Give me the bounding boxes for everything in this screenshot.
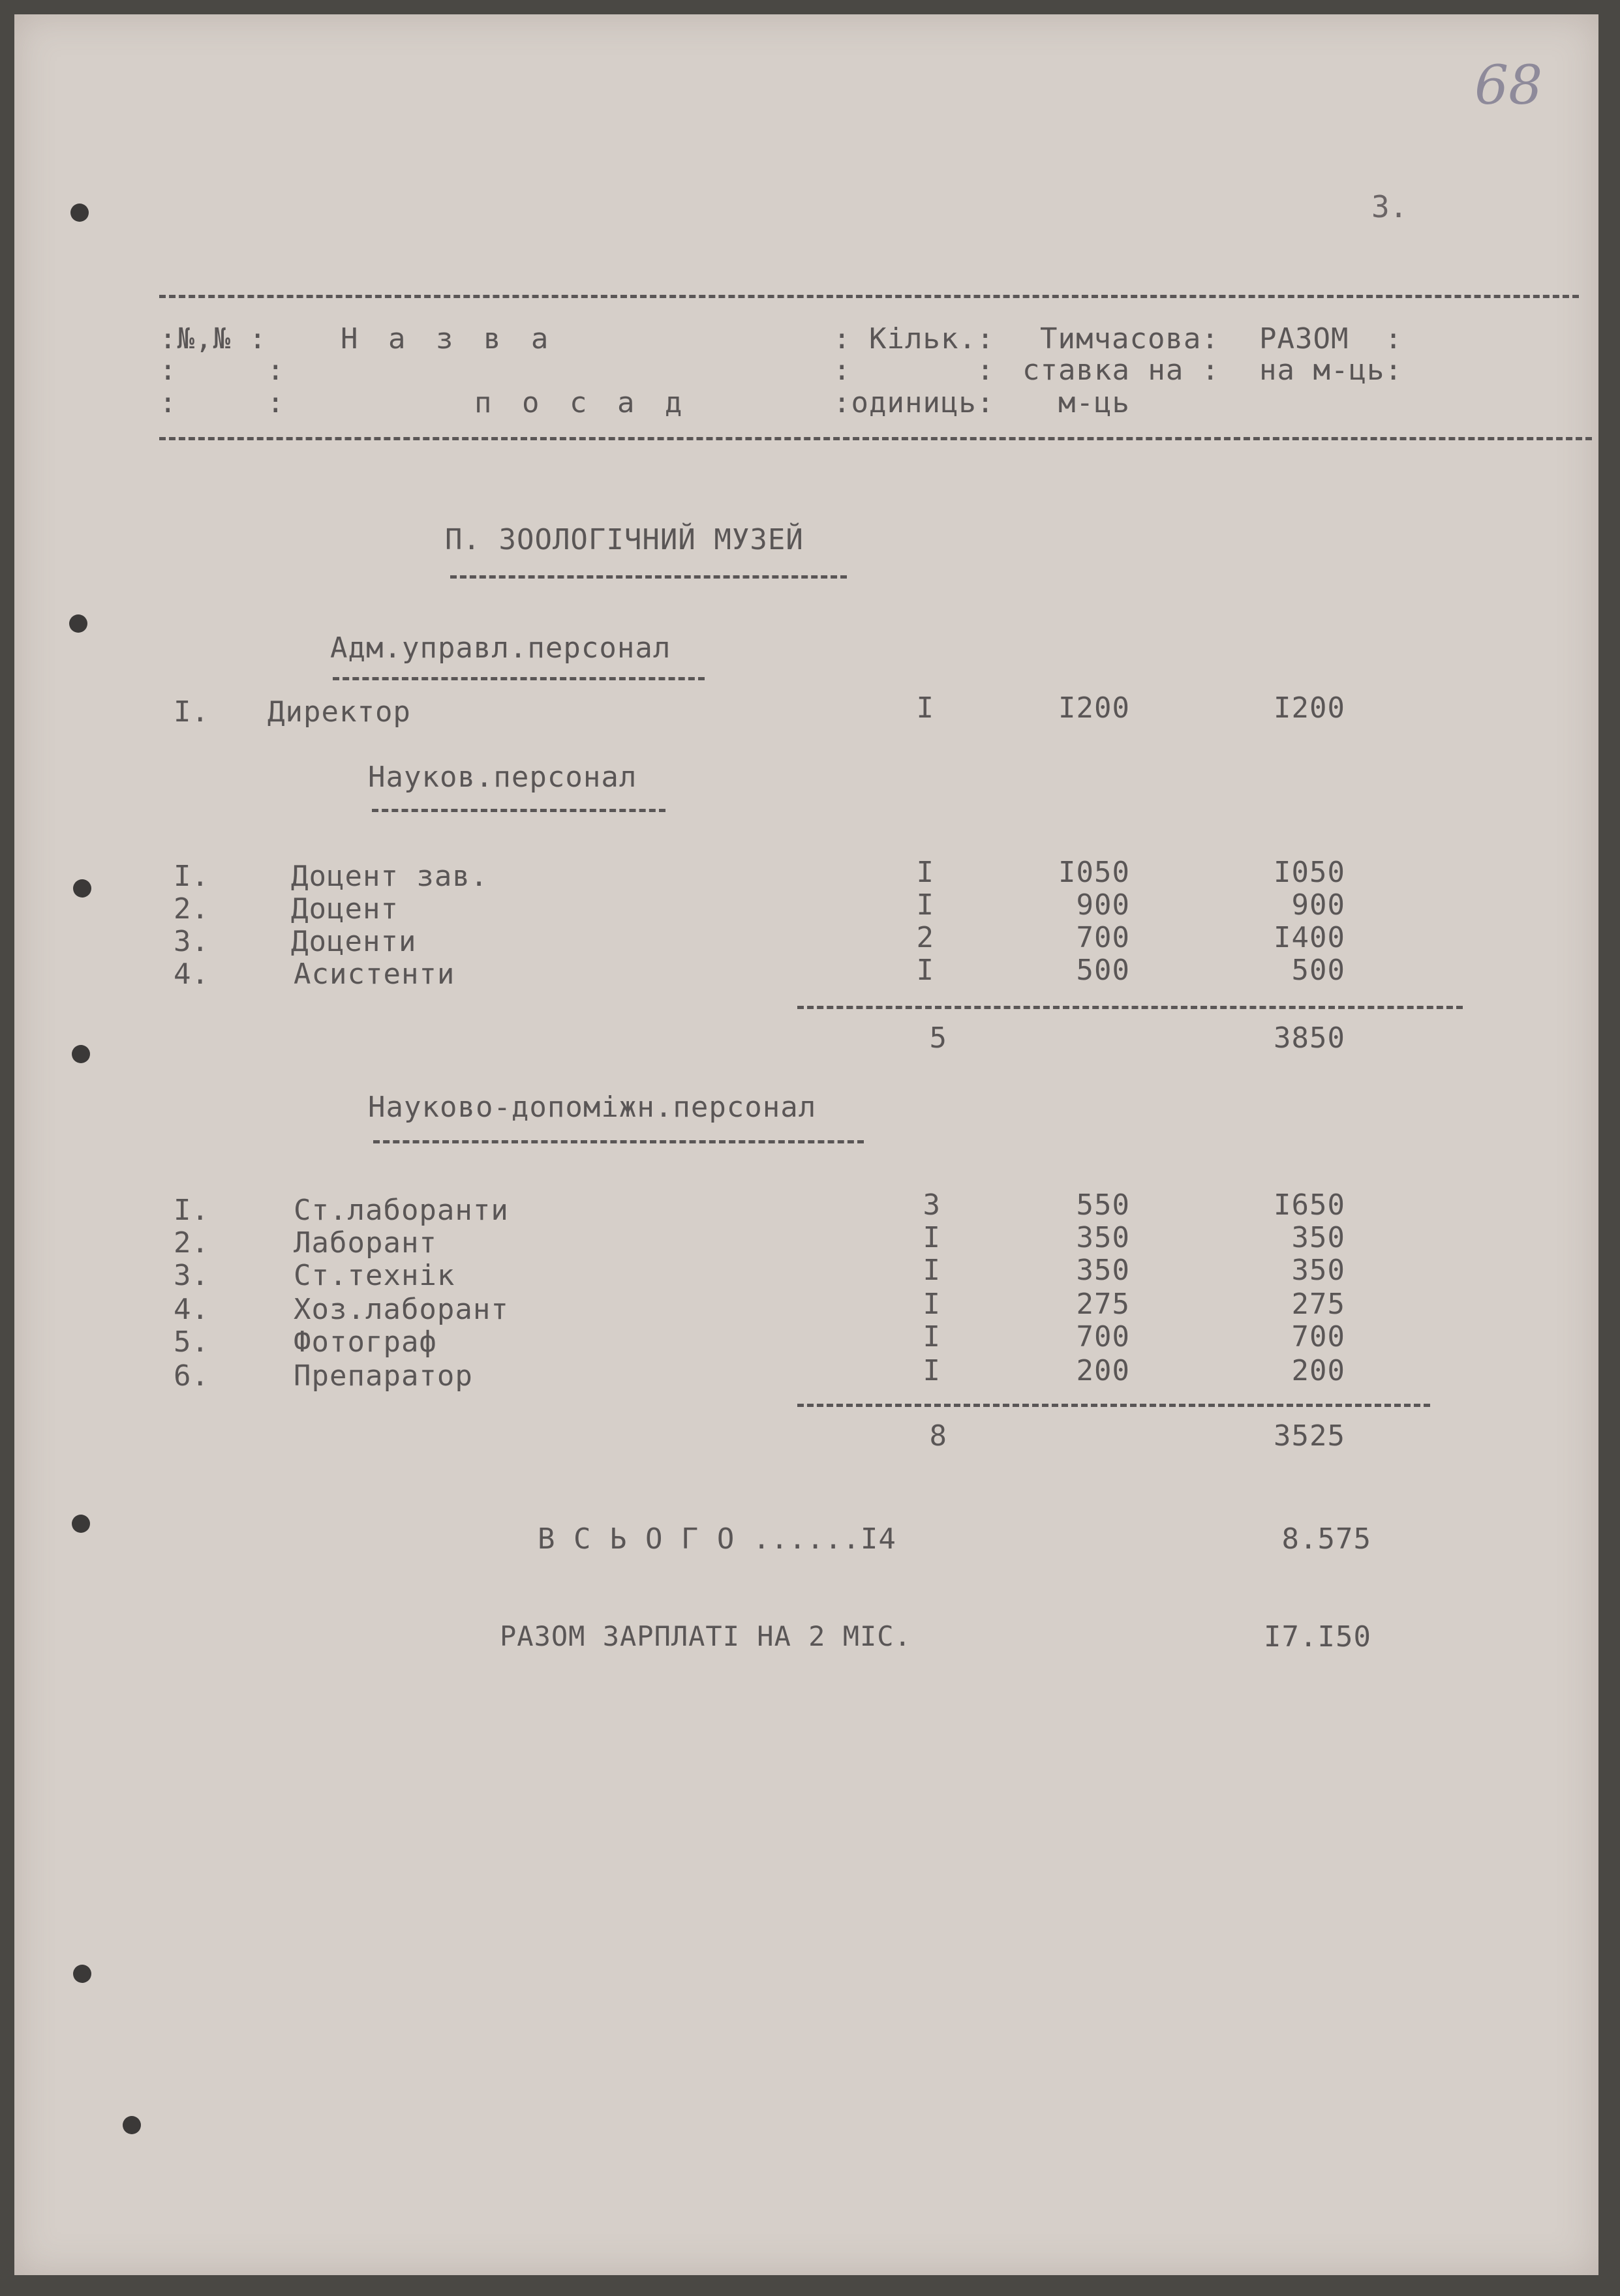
position-name: Фотограф: [294, 1325, 437, 1359]
unit-count: І: [923, 1320, 941, 1353]
position-name: Асистенти: [294, 958, 455, 991]
subtotal-count: 8: [929, 1419, 947, 1453]
document-sheet: [14, 14, 1598, 2275]
header-col-rate: м-ць: [1058, 386, 1130, 419]
handwritten-page-number: 68: [1475, 55, 1543, 117]
row-number: І.: [174, 860, 209, 893]
monthly-rate: 275: [1076, 1288, 1130, 1321]
punch-hole: [70, 204, 89, 222]
grand-total-value: 8.575: [1281, 1522, 1371, 1556]
position-name: Доценти: [291, 925, 417, 958]
row-number: 4.: [174, 958, 209, 991]
position-name: Доцент: [291, 892, 399, 926]
monthly-rate: 700: [1076, 1320, 1130, 1353]
monthly-rate: 700: [1076, 921, 1130, 954]
subtotal-rule: [797, 1006, 1463, 1009]
monthly-total: І650: [1274, 1188, 1345, 1222]
monthly-total: 700: [1291, 1320, 1345, 1353]
monthly-total: 200: [1291, 1354, 1345, 1387]
section-title: П. ЗООЛОГІЧНИЙ МУЗЕЙ: [445, 523, 804, 556]
section-title-underline: [450, 575, 847, 579]
monthly-total: І200: [1274, 691, 1345, 725]
position-name: Хоз.лаборант: [294, 1293, 509, 1326]
punch-hole: [123, 2116, 141, 2134]
header-col-no: : :: [159, 354, 285, 387]
row-number: 3.: [174, 925, 209, 958]
group-title-support: Науково-допоміжн.персонал: [368, 1091, 817, 1124]
group-title-science: Науков.персонал: [368, 761, 637, 794]
position-name: Лаборант: [294, 1226, 437, 1260]
unit-count: 2: [916, 921, 934, 954]
row-number: І.: [174, 1194, 209, 1227]
unit-count: І: [916, 691, 934, 725]
position-name: Директор: [267, 695, 411, 729]
two-month-total-label: РАЗОМ ЗАРПЛАТІ НА 2 МІС.: [500, 1620, 911, 1652]
monthly-total: 900: [1291, 888, 1345, 922]
monthly-rate: 900: [1076, 888, 1130, 922]
unit-count: І: [923, 1254, 941, 1287]
unit-count: 3: [923, 1188, 941, 1222]
position-name: Ст.лаборанти: [294, 1194, 509, 1227]
monthly-rate: 350: [1076, 1254, 1130, 1287]
monthly-rate: 350: [1076, 1221, 1130, 1254]
row-number: 3.: [174, 1259, 209, 1292]
header-top-rule: [159, 295, 1579, 298]
two-month-total-value: І7.І50: [1264, 1620, 1371, 1654]
monthly-total: 350: [1291, 1221, 1345, 1254]
group-title-underline: [333, 677, 705, 680]
monthly-total: 500: [1291, 954, 1345, 987]
monthly-rate: 200: [1076, 1354, 1130, 1387]
grand-total-label: В С Ь О Г О ......І4: [538, 1522, 896, 1556]
header-col-total: на м-ць:: [1259, 354, 1403, 387]
group-title-admin: Адм.управл.персонал: [330, 631, 671, 665]
row-number: 2.: [174, 892, 209, 926]
row-number: 5.: [174, 1325, 209, 1359]
unit-count: І: [916, 888, 934, 922]
row-number: І.: [174, 695, 209, 729]
unit-count: І: [923, 1354, 941, 1387]
row-number: 6.: [174, 1359, 209, 1393]
position-name: Ст.технік: [294, 1259, 455, 1292]
monthly-rate: І050: [1058, 856, 1130, 889]
punch-hole: [72, 1515, 90, 1533]
unit-count: І: [916, 856, 934, 889]
header-bottom-rule: [159, 437, 1592, 440]
header-col-total: РАЗОМ :: [1259, 322, 1403, 355]
subtotal-rule: [797, 1404, 1430, 1407]
header-col-name: Н а з в а: [341, 322, 555, 355]
row-number: 4.: [174, 1293, 209, 1326]
monthly-rate: 500: [1076, 954, 1130, 987]
unit-count: І: [923, 1288, 941, 1321]
unit-count: І: [923, 1221, 941, 1254]
sheet-number: 3.: [1371, 189, 1408, 224]
header-col-count: :одиниць:: [833, 386, 995, 419]
punch-hole: [73, 879, 91, 898]
subtotal-total: 3525: [1274, 1419, 1345, 1453]
group-title-underline: [372, 809, 665, 812]
punch-hole: [72, 1045, 90, 1063]
header-col-no: :№,№ :: [159, 322, 267, 355]
header-col-count: : Кільк.:: [833, 322, 995, 355]
punch-hole: [73, 1965, 91, 1983]
header-col-no: : :: [159, 386, 285, 419]
monthly-total: І400: [1274, 921, 1345, 954]
position-name: Доцент зав.: [291, 860, 489, 893]
monthly-rate: 550: [1076, 1188, 1130, 1222]
subtotal-count: 5: [929, 1021, 947, 1055]
position-name: Препаратор: [294, 1359, 473, 1393]
header-col-rate: Тимчасова:: [1040, 322, 1219, 355]
unit-count: І: [916, 954, 934, 987]
group-title-underline: [373, 1140, 864, 1143]
monthly-total: І050: [1274, 856, 1345, 889]
header-col-count: : :: [833, 354, 995, 387]
subtotal-total: 3850: [1274, 1021, 1345, 1055]
header-col-name: п о с а д: [474, 386, 689, 419]
monthly-total: 275: [1291, 1288, 1345, 1321]
header-col-rate: ставка на :: [1022, 354, 1220, 387]
row-number: 2.: [174, 1226, 209, 1260]
punch-hole: [69, 614, 87, 633]
monthly-rate: І200: [1058, 691, 1130, 725]
monthly-total: 350: [1291, 1254, 1345, 1287]
